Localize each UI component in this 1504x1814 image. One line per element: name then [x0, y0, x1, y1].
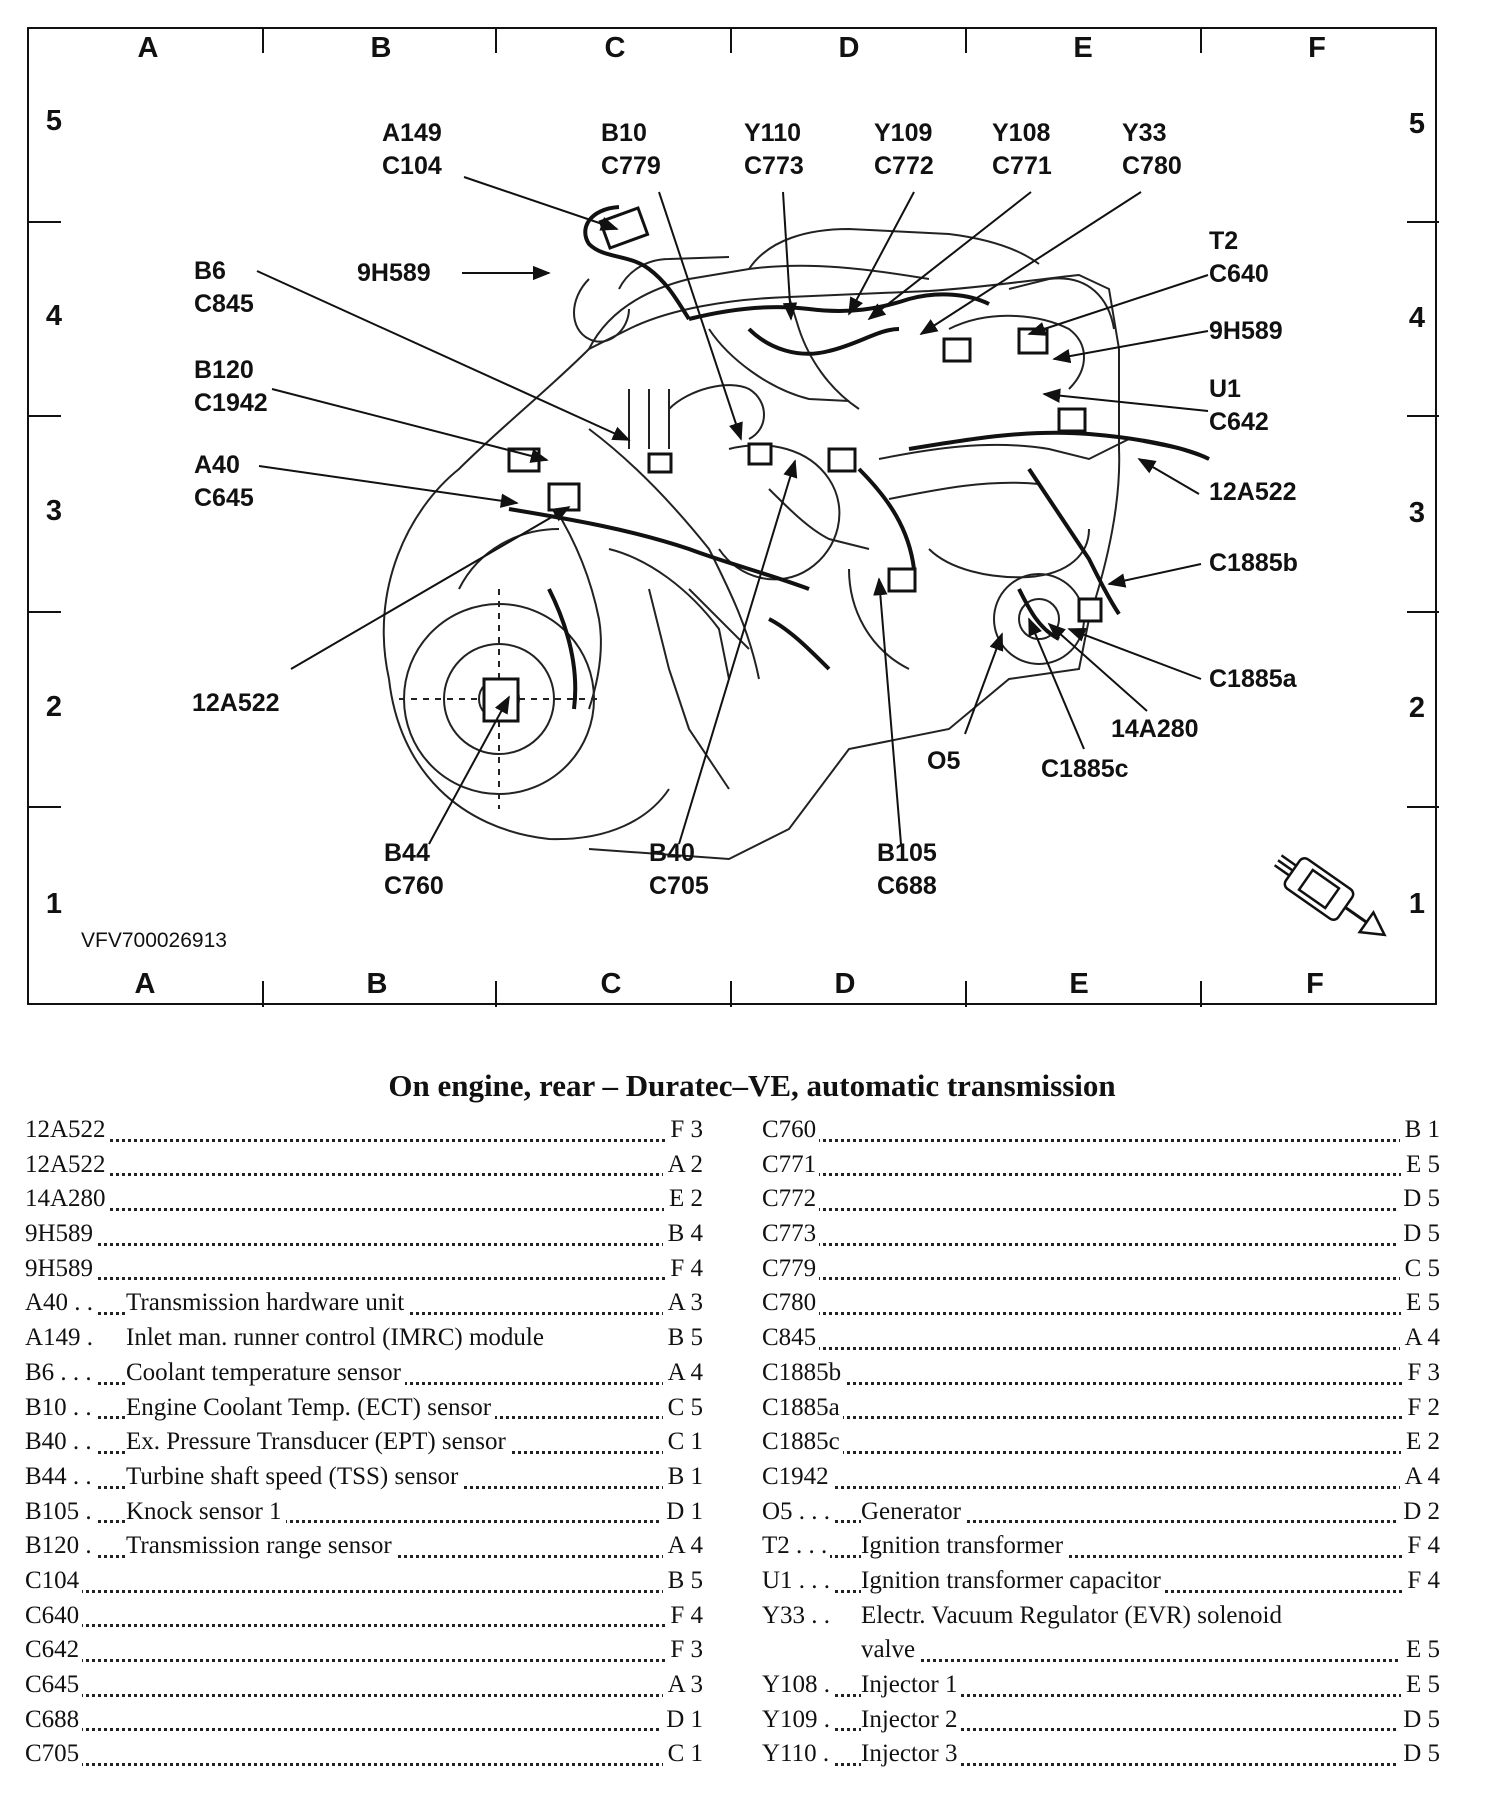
legend-row: 9H589 F 4 [25, 1252, 703, 1287]
legend-row: C705 C 1 [25, 1737, 703, 1772]
callout-9H589-left: 9H589 [357, 259, 431, 287]
grid-row-label-left: 2 [45, 691, 63, 723]
legend-row: C1885a F 2 [762, 1391, 1440, 1426]
engine-wiring-figure [27, 27, 1437, 1005]
grid-col-label-bottom: E [1069, 968, 1089, 1000]
callout-Y108: Y108 C771 [992, 119, 1052, 180]
grid-row-label-left: 1 [45, 888, 63, 920]
legend-row: Y108 . Injector 1 E 5 [762, 1668, 1440, 1703]
legend-row: B6 . . . Coolant temperature sensor A 4 [25, 1356, 703, 1391]
grid-row-label-right: 4 [1408, 302, 1426, 334]
callout-12A522-left: 12A522 [192, 689, 280, 717]
grid-row-label-left: 3 [45, 495, 63, 527]
grid-col-label-top: D [838, 32, 860, 64]
legend-row: C642 F 3 [25, 1633, 703, 1668]
grid-ticks [29, 29, 1439, 1007]
callout-12A522-right: 12A522 [1209, 478, 1297, 506]
legend-row: O5 . . . Generator D 2 [762, 1495, 1440, 1530]
legend-row: C104 B 5 [25, 1564, 703, 1599]
grid-row-label-left: 5 [45, 105, 63, 137]
legend-row: C1885c E 2 [762, 1425, 1440, 1460]
legend-column-right [762, 1113, 1440, 1772]
callout-B120: B120 C1942 [194, 356, 268, 417]
legend-row: valve E 5 [762, 1633, 1440, 1668]
callout-B6: B6 C845 [194, 257, 254, 318]
legend-row: A40 . . Transmission hardware unit A 3 [25, 1286, 703, 1321]
legend-row: U1 . . . Ignition transformer capacitor F 4 [762, 1564, 1440, 1599]
grid-row-label-right: 2 [1408, 692, 1426, 724]
grid-col-label-top: F [1308, 32, 1326, 64]
legend-row: C1942 A 4 [762, 1460, 1440, 1495]
legend-row: A149 . Inlet man. runner control (IMRC) module B 5 [25, 1321, 703, 1356]
legend-row: B120 . Transmission range sensor A 4 [25, 1529, 703, 1564]
legend-caption: On engine, rear – Duratec–VE, automatic transmission [388, 1068, 1116, 1103]
grid-col-label-top: C [604, 32, 626, 64]
callout-A149: A149 C104 [382, 119, 442, 180]
legend-row: 12A522 F 3 [25, 1113, 703, 1148]
grid-row-label-right: 3 [1408, 497, 1426, 529]
callout-C1885a: C1885a [1209, 665, 1297, 693]
legend-row: B105 . Knock sensor 1 D 1 [25, 1495, 703, 1530]
legend-column-left [25, 1113, 703, 1772]
grid-col-label-top: B [370, 32, 392, 64]
grid-row-label-right: 5 [1408, 108, 1426, 140]
callout-B40: B40 C705 [649, 839, 709, 900]
callout-C1885c: C1885c [1041, 755, 1129, 783]
grid-col-label-bottom: D [834, 968, 856, 1000]
legend-row: Y33 . . Electr. Vacuum Regulator (EVR) solenoid [762, 1599, 1440, 1634]
callout-9H589-right: 9H589 [1209, 317, 1283, 345]
legend-row: C779 C 5 [762, 1252, 1440, 1287]
grid-col-label-top: A [137, 32, 159, 64]
legend-row: 12A522 A 2 [25, 1148, 703, 1183]
callout-U1: U1 C642 [1209, 375, 1269, 436]
callout-T2: T2 C640 [1209, 227, 1269, 288]
legend-row: T2 . . . Ignition transformer F 4 [762, 1529, 1440, 1564]
legend-row: C771 E 5 [762, 1148, 1440, 1183]
legend-row: Y110 . Injector 3 D 5 [762, 1737, 1440, 1772]
grid-col-label-bottom: B [366, 968, 388, 1000]
legend-row: C640 F 4 [25, 1599, 703, 1634]
legend-row: Y109 . Injector 2 D 5 [762, 1703, 1440, 1738]
legend-row: 9H589 B 4 [25, 1217, 703, 1252]
engine-drawing [29, 29, 1439, 1007]
wiring-harness [509, 207, 1209, 709]
legend-row: 14A280 E 2 [25, 1182, 703, 1217]
callout-Y33: Y33 C780 [1122, 119, 1182, 180]
grid-row-label-left: 4 [45, 300, 63, 332]
callout-B105: B105 C688 [877, 839, 937, 900]
legend-row: C780 E 5 [762, 1286, 1440, 1321]
callout-Y110: Y110 C773 [744, 119, 804, 180]
legend-row: C845 A 4 [762, 1321, 1440, 1356]
legend-row: B40 . . Ex. Pressure Transducer (EPT) sensor C 1 [25, 1425, 703, 1460]
callout-Y109: Y109 C772 [874, 119, 934, 180]
legend-row: C760 B 1 [762, 1113, 1440, 1148]
grid-col-label-top: E [1073, 32, 1093, 64]
legend-row: C1885b F 3 [762, 1356, 1440, 1391]
figure-reference-id: VFV700026913 [81, 929, 227, 952]
grid-col-label-bottom: C [600, 968, 622, 1000]
callout-14A280: 14A280 [1111, 715, 1199, 743]
legend-row: C688 D 1 [25, 1703, 703, 1738]
legend-row: C773 D 5 [762, 1217, 1440, 1252]
callout-B10: B10 C779 [601, 119, 661, 180]
legend-row: B44 . . Turbine shaft speed (TSS) sensor B 1 [25, 1460, 703, 1495]
legend-row: B10 . . Engine Coolant Temp. (ECT) sensor C 5 [25, 1391, 703, 1426]
legend-row: C772 D 5 [762, 1182, 1440, 1217]
grid-row-label-right: 1 [1408, 888, 1426, 920]
callout-C1885b: C1885b [1209, 549, 1298, 577]
callout-O5: O5 [927, 747, 961, 775]
callout-B44: B44 C760 [384, 839, 444, 900]
grid-col-label-bottom: A [134, 968, 156, 1000]
legend-row: C645 A 3 [25, 1668, 703, 1703]
vehicle-orientation-icon [1268, 846, 1395, 950]
grid-col-label-bottom: F [1306, 968, 1324, 1000]
callout-A40: A40 C645 [194, 451, 254, 512]
